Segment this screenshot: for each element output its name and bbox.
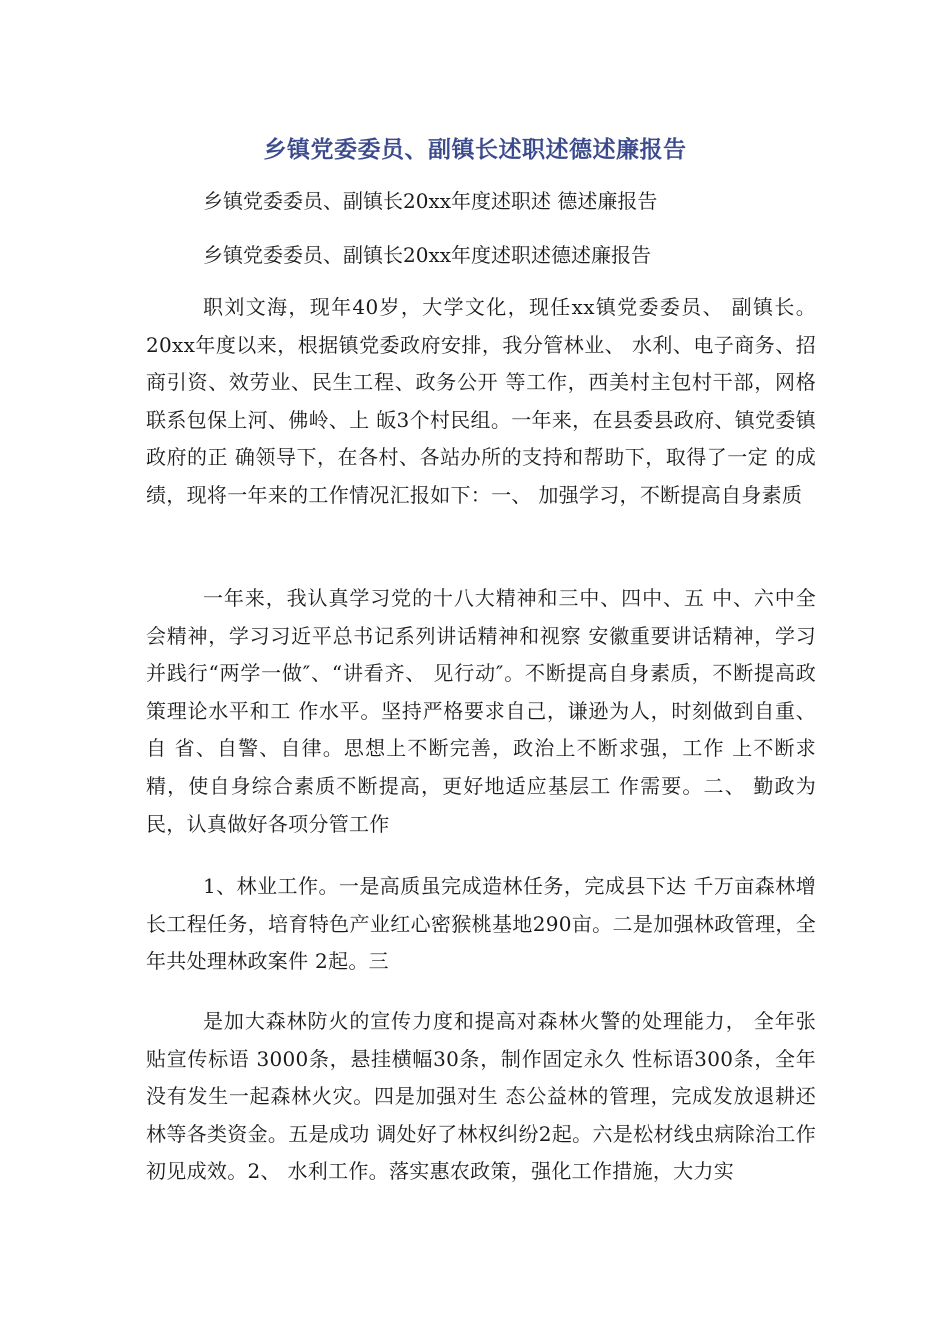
paragraph-1: 职刘文海，现年40岁，大学文化，现任xx镇党委委员、 副镇长。20xx年度以来，根据镇党委政府安排，我分管林业、 水利、电子商务、招商引资、效劳业、民生工程、政务公开 等工作，西美村主包村干部，网格联系包保上河、佛岭、上 皈3个村民组。一年来，在县委县政府、镇党委镇政府的正 确领导下，在各村、各站办所的支持和帮助下，取得了一定 的成绩，现将一年来的工作情况汇报如下：一、 加强学习，不断提高自身素质	[146, 295, 816, 507]
paragraph-4: 是加大森林防火的宣传力度和提高对森林火警的处理能力， 全年张贴宣传标语 3000条，悬挂横幅30条，制作固定永久 性标语300条，全年没有发生一起森林火灾。四是加强对生 态公益林的管理，完成发放退耕还林等各类资金。五是成功 调处好了林权纠纷2起。六是松材线虫病除治工作初见成效。2、 水利工作。落实惠农政策，强化工作措施，大力实	[146, 1009, 816, 1184]
paragraph-3: 1、林业工作。一是高质虽完成造林任务，完成县下达 千万亩森林增长工程任务，培育特色产业红心密猴桃基地290亩。二是加强林政管理，全年共处理林政案件 2起。三	[146, 874, 816, 974]
document-subtitle-1: 乡镇党委委员、副镇长20xx年度述职述 德述廉报告	[203, 189, 658, 213]
document-title: 乡镇党委委员、副镇长述职述德述廉报告	[263, 137, 687, 163]
paragraph-2: 一年来，我认真学习党的十八大精神和三中、四中、五 中、六中全会精神，学习习近平总书记系列讲话精神和视察 安徽重要讲话精神，学习并践行“两学一做″、“讲看齐、 见行动″。不断提高自身素质，不断提高政策理论水平和工 作水平。坚持严格要求自己，谦逊为人，时刻做到自重、自 省、自警、自律。思想上不断完善，政治上不断求强，工作 上不断求精，使自身综合素质不断提高，更好地适应基层工 作需要。二、 勤政为民，认真做好各项分管工作	[146, 586, 816, 836]
document-subtitle-2: 乡镇党委委员、副镇长20xx年度述职述德述廉报告	[203, 243, 652, 267]
